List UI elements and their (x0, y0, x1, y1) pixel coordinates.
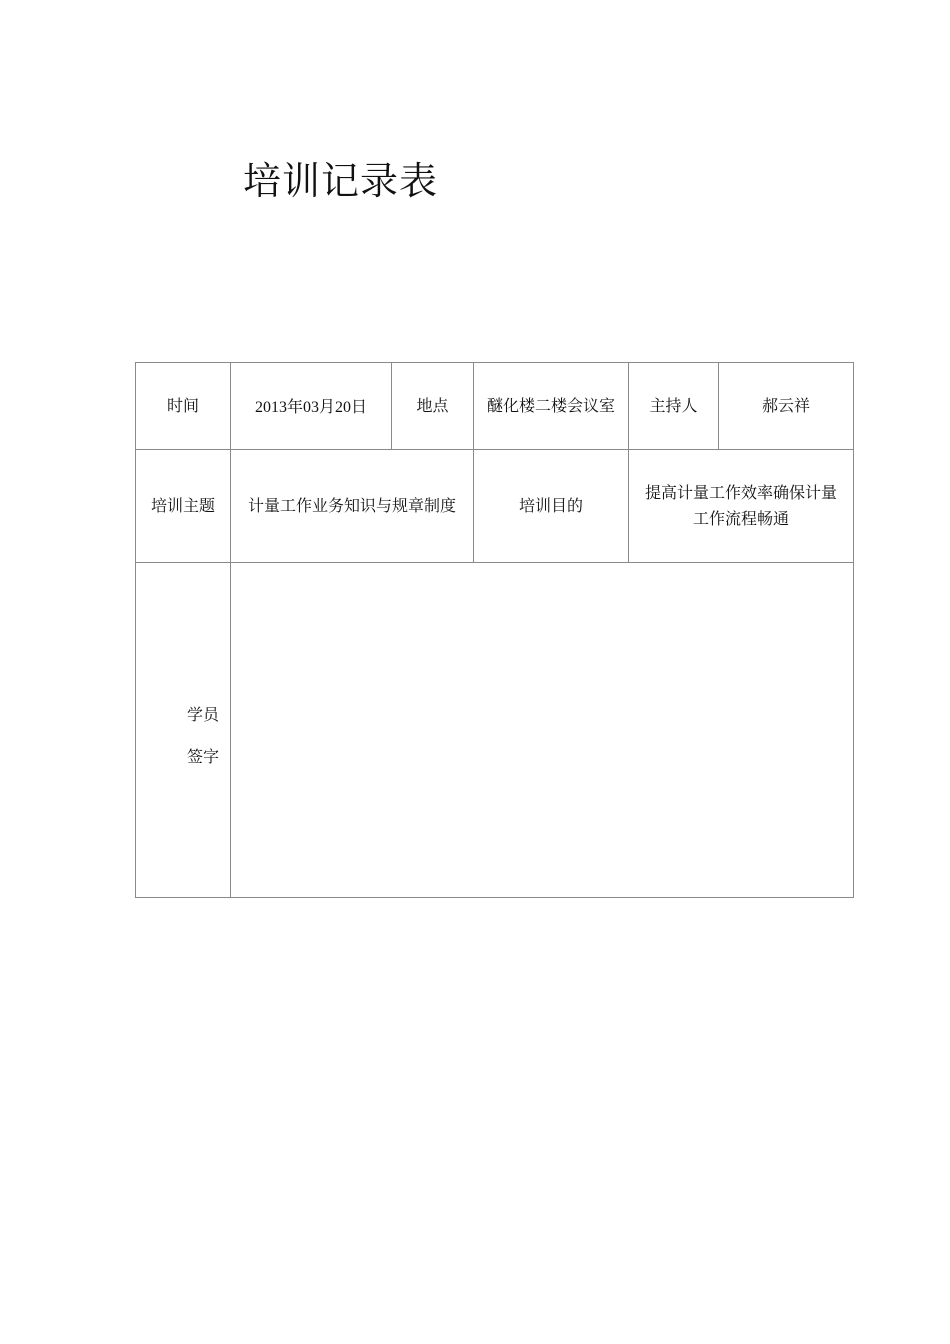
table-border-bottom (135, 897, 854, 898)
purpose-value-line-1: 提高计量工作效率确保计量 (644, 483, 837, 502)
topic-value: 计量工作业务知识与规章制度 (247, 496, 456, 515)
signature-label-line-1: 学员 (187, 705, 220, 724)
table-border-right (853, 362, 854, 898)
time-value: 2013年03月20日 (254, 399, 367, 416)
location-label: 地点 (416, 396, 449, 415)
purpose-value-line-2: 工作流程畅通 (692, 509, 789, 528)
document-title: 培训记录表 (243, 159, 439, 203)
location-value: 醚化楼二楼会议室 (486, 396, 615, 415)
topic-label: 培训主题 (150, 496, 215, 515)
host-value: 郝云祥 (761, 396, 810, 415)
purpose-label: 培训目的 (518, 496, 583, 515)
time-label: 时间 (166, 396, 199, 415)
signature-area[interactable] (231, 563, 853, 897)
host-label: 主持人 (649, 396, 698, 415)
purpose-value (629, 450, 853, 562)
signature-label-line-2: 签字 (187, 747, 220, 766)
